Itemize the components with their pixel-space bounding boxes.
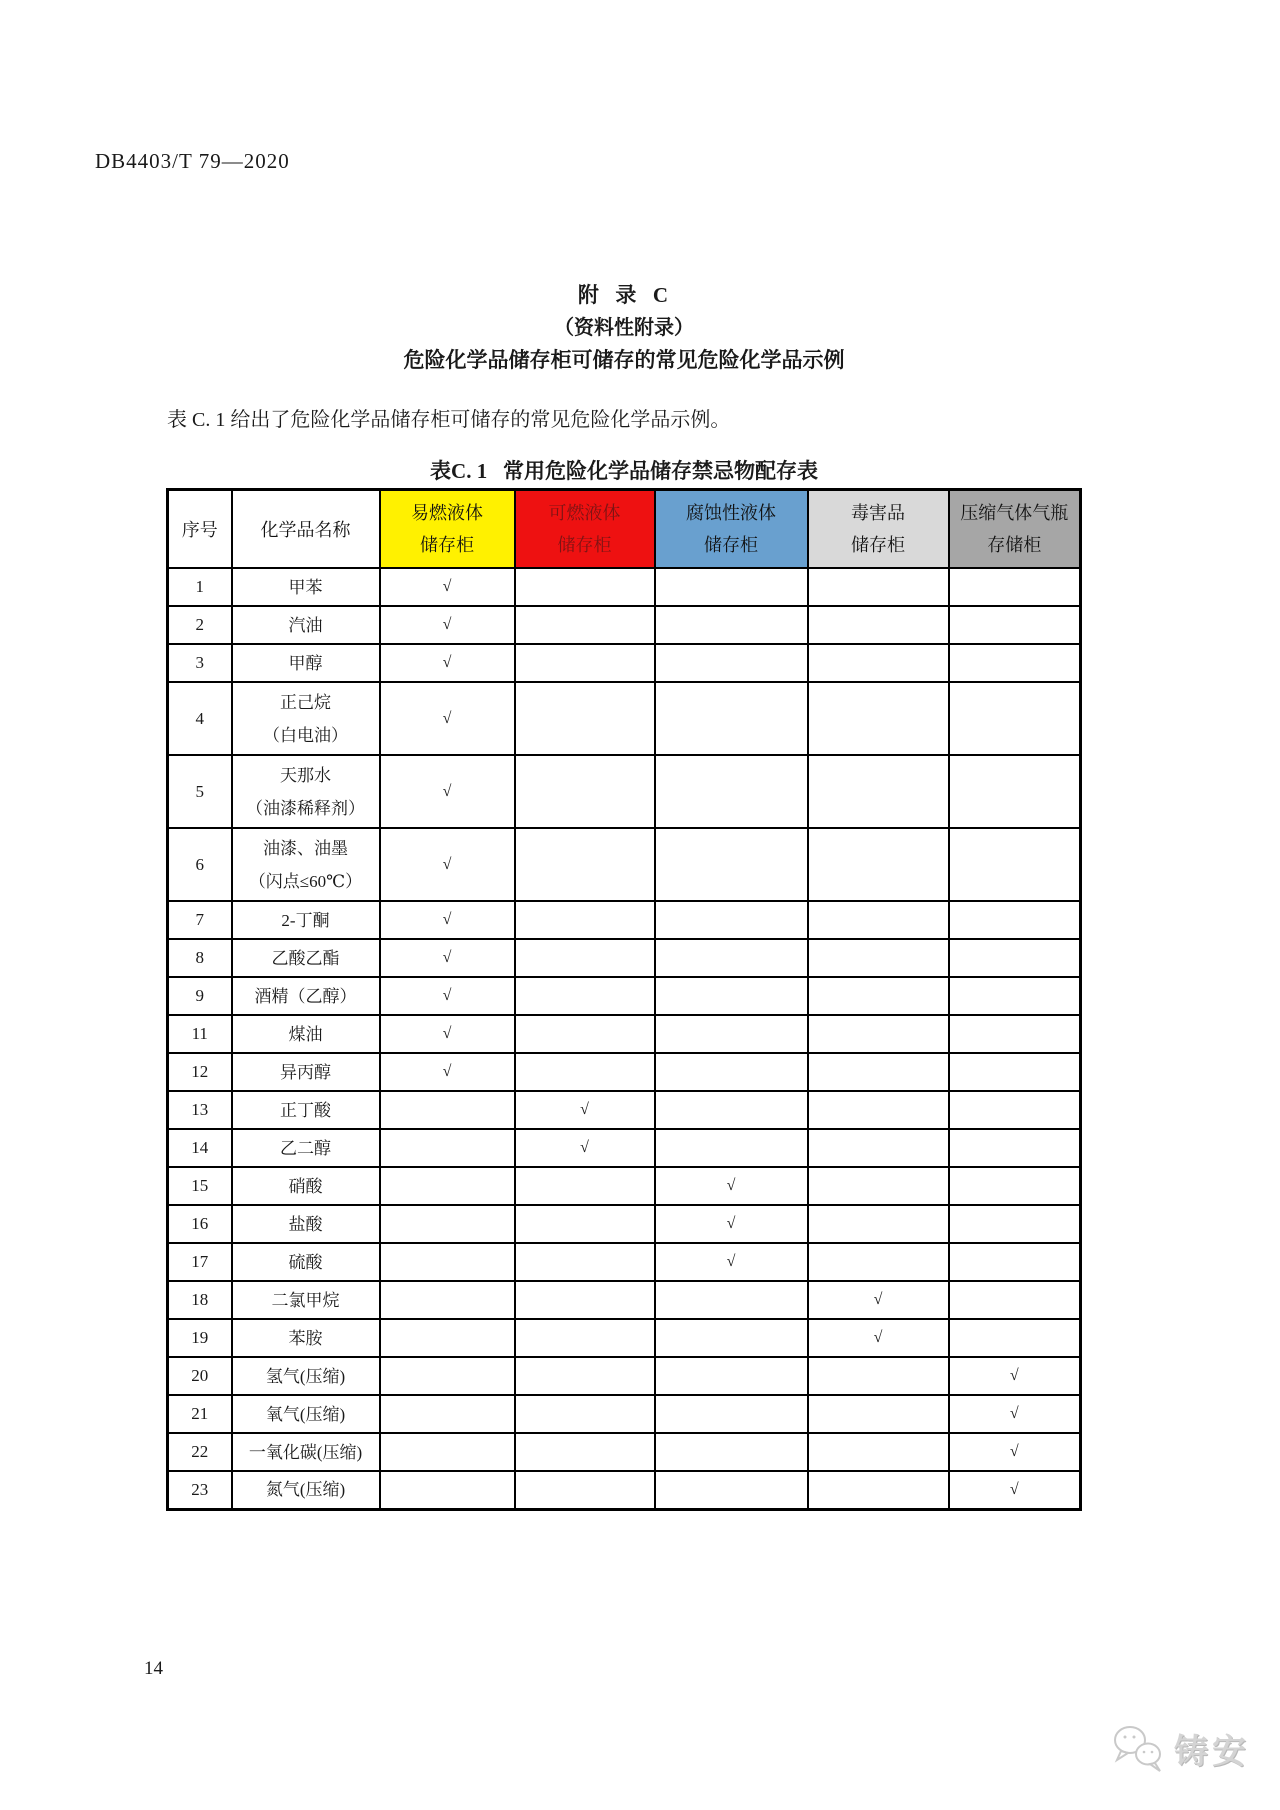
check-cell-corrosive <box>655 1357 808 1395</box>
check-cell-toxic <box>808 644 949 682</box>
col-header-label-line1: 毒害品 <box>851 503 905 523</box>
check-cell-flammable <box>380 1395 515 1433</box>
row-name-line2: （闪点≤60℃） <box>248 871 363 891</box>
check-cell-toxic <box>808 1129 949 1167</box>
row-name <box>232 568 380 606</box>
check-cell-flammable: √ <box>380 606 515 644</box>
check-cell-toxic <box>808 1205 949 1243</box>
row-name <box>232 901 380 939</box>
check-cell-combustible <box>515 901 655 939</box>
check-cell-compressed-gas <box>949 682 1081 755</box>
check-cell-toxic: √ <box>808 1281 949 1319</box>
row-no: 5 <box>168 755 232 828</box>
check-cell-compressed-gas <box>949 977 1081 1015</box>
check-cell-combustible <box>515 1319 655 1357</box>
table-row <box>168 1433 1081 1471</box>
check-cell-flammable: √ <box>380 1053 515 1091</box>
check-cell-compressed-gas <box>949 1129 1081 1167</box>
row-no: 17 <box>168 1243 232 1281</box>
table-row <box>168 644 1081 682</box>
check-cell-corrosive <box>655 1091 808 1129</box>
check-cell-combustible <box>515 1471 655 1509</box>
check-cell-combustible <box>515 606 655 644</box>
row-name <box>232 1395 380 1433</box>
check-cell-corrosive <box>655 1053 808 1091</box>
row-name-line1: 2-丁酮 <box>281 910 330 930</box>
table-row <box>168 1281 1081 1319</box>
table-row <box>168 606 1081 644</box>
page-number: 14 <box>144 1658 163 1679</box>
check-cell-toxic <box>808 1167 949 1205</box>
check-cell-flammable <box>380 1433 515 1471</box>
table-row <box>168 1471 1081 1509</box>
check-cell-toxic <box>808 1015 949 1053</box>
row-name <box>232 1319 380 1357</box>
col-header-toxic-cabinet <box>808 490 949 569</box>
check-cell-combustible <box>515 1053 655 1091</box>
table-row <box>168 977 1081 1015</box>
check-cell-corrosive <box>655 939 808 977</box>
row-name <box>232 1433 380 1471</box>
row-name-line1: 氮气(压缩) <box>265 1480 346 1500</box>
row-name-line1: 煤油 <box>288 1024 323 1044</box>
check-cell-compressed-gas <box>949 755 1081 828</box>
check-cell-combustible <box>515 568 655 606</box>
check-cell-compressed-gas <box>949 1281 1081 1319</box>
check-cell-toxic <box>808 901 949 939</box>
check-cell-flammable <box>380 1281 515 1319</box>
check-cell-corrosive <box>655 977 808 1015</box>
row-name-line1: 氢气(压缩) <box>265 1366 346 1386</box>
col-header-chemical-name <box>232 490 380 569</box>
check-cell-flammable <box>380 1129 515 1167</box>
table-row <box>168 828 1081 901</box>
check-cell-toxic <box>808 977 949 1015</box>
row-no: 8 <box>168 939 232 977</box>
intro-paragraph: 表 C. 1 给出了危险化学品储存柜可储存的常见危险化学品示例。 <box>167 409 731 431</box>
check-cell-flammable: √ <box>380 977 515 1015</box>
row-no: 14 <box>168 1129 232 1167</box>
row-name <box>232 1091 380 1129</box>
table-row <box>168 1091 1081 1129</box>
check-cell-combustible <box>515 1395 655 1433</box>
col-header-label-line2: 储存柜 <box>704 535 758 555</box>
row-name-line1: 异丙醇 <box>280 1062 331 1082</box>
col-header-label-line2: 储存柜 <box>420 535 474 555</box>
row-name <box>232 939 380 977</box>
row-name-line1: 天那水 <box>280 765 331 785</box>
check-cell-compressed-gas <box>949 1015 1081 1053</box>
check-cell-compressed-gas <box>949 939 1081 977</box>
check-cell-combustible: √ <box>515 1091 655 1129</box>
row-name-line1: 油漆、油墨 <box>263 838 348 858</box>
check-cell-combustible <box>515 939 655 977</box>
check-cell-corrosive <box>655 1015 808 1053</box>
check-cell-toxic <box>808 828 949 901</box>
table-row <box>168 901 1081 939</box>
table-row <box>168 1205 1081 1243</box>
doc-code: DB4403/T 79—2020 <box>95 149 290 173</box>
check-cell-compressed-gas <box>949 606 1081 644</box>
row-no: 2 <box>168 606 232 644</box>
row-name-line2: （白电油） <box>263 725 348 745</box>
check-cell-flammable <box>380 1243 515 1281</box>
row-name-line1: 正丁酸 <box>280 1100 331 1120</box>
check-cell-corrosive <box>655 568 808 606</box>
col-header-label-line1: 可燃液体 <box>548 503 621 523</box>
check-cell-compressed-gas <box>949 1319 1081 1357</box>
check-cell-corrosive: √ <box>655 1243 808 1281</box>
check-cell-flammable: √ <box>380 939 515 977</box>
check-cell-toxic <box>808 755 949 828</box>
col-header-label: 化学品名称 <box>260 520 351 540</box>
check-cell-compressed-gas <box>949 1243 1081 1281</box>
table-row <box>168 1015 1081 1053</box>
check-cell-flammable <box>380 1167 515 1205</box>
col-header-label-line2: 存储柜 <box>987 535 1042 555</box>
row-name-line1: 硝酸 <box>288 1176 323 1196</box>
check-cell-combustible: √ <box>515 1129 655 1167</box>
check-cell-combustible <box>515 828 655 901</box>
appendix-title: 附 录 C <box>577 283 671 307</box>
check-cell-corrosive <box>655 755 808 828</box>
col-header-label-line1: 易燃液体 <box>411 503 483 523</box>
check-cell-toxic <box>808 1357 949 1395</box>
row-name <box>232 1053 380 1091</box>
check-cell-corrosive <box>655 1433 808 1471</box>
check-cell-toxic <box>808 606 949 644</box>
row-name <box>232 1129 380 1167</box>
table-row <box>168 1053 1081 1091</box>
table-header-row <box>168 490 1081 569</box>
check-cell-corrosive <box>655 1281 808 1319</box>
watermark-text: 铸安 <box>1174 1732 1250 1771</box>
check-cell-flammable: √ <box>380 682 515 755</box>
col-header-label-line2: 储存柜 <box>851 535 905 555</box>
table-row <box>168 1319 1081 1357</box>
check-cell-flammable <box>380 1205 515 1243</box>
check-cell-corrosive <box>655 828 808 901</box>
row-no: 1 <box>168 568 232 606</box>
check-cell-toxic <box>808 568 949 606</box>
check-cell-flammable <box>380 1091 515 1129</box>
row-name-line1: 氧气(压缩) <box>265 1404 346 1424</box>
check-cell-combustible <box>515 1357 655 1395</box>
row-name-line1: 乙酸乙酯 <box>271 948 340 968</box>
check-cell-compressed-gas <box>949 1053 1081 1091</box>
row-name-line1: 正己烷 <box>280 692 331 712</box>
table-row <box>168 939 1081 977</box>
col-header-label: 序号 <box>181 520 218 540</box>
row-no: 3 <box>168 644 232 682</box>
check-cell-corrosive <box>655 644 808 682</box>
check-cell-flammable: √ <box>380 828 515 901</box>
check-cell-combustible <box>515 977 655 1015</box>
row-no: 23 <box>168 1471 232 1509</box>
row-name-line1: 盐酸 <box>288 1214 323 1234</box>
check-cell-corrosive: √ <box>655 1205 808 1243</box>
table-row <box>168 568 1081 606</box>
row-name <box>232 1167 380 1205</box>
row-name <box>232 1357 380 1395</box>
row-no: 4 <box>168 682 232 755</box>
row-no: 19 <box>168 1319 232 1357</box>
check-cell-combustible <box>515 1167 655 1205</box>
check-cell-compressed-gas: √ <box>949 1471 1081 1509</box>
check-cell-combustible <box>515 682 655 755</box>
row-name <box>232 682 380 755</box>
row-name <box>232 828 380 901</box>
row-no: 13 <box>168 1091 232 1129</box>
check-cell-corrosive <box>655 606 808 644</box>
table-row <box>168 1357 1081 1395</box>
row-name-line1: 乙二醇 <box>280 1138 331 1158</box>
check-cell-combustible <box>515 1015 655 1053</box>
check-cell-corrosive <box>655 901 808 939</box>
check-cell-combustible <box>515 1243 655 1281</box>
check-cell-toxic <box>808 1243 949 1281</box>
check-cell-compressed-gas <box>949 644 1081 682</box>
row-name-line2: （油漆稀释剂） <box>246 798 365 818</box>
row-name-line1: 二氯甲烷 <box>271 1290 340 1310</box>
check-cell-flammable: √ <box>380 568 515 606</box>
check-cell-flammable <box>380 1319 515 1357</box>
table-row <box>168 1129 1081 1167</box>
check-cell-compressed-gas <box>949 1205 1081 1243</box>
row-no: 22 <box>168 1433 232 1471</box>
row-name-line1: 硫酸 <box>288 1252 323 1272</box>
col-header-label-line1: 腐蚀性液体 <box>686 503 776 523</box>
check-cell-flammable: √ <box>380 755 515 828</box>
check-cell-flammable: √ <box>380 1015 515 1053</box>
row-no: 12 <box>168 1053 232 1091</box>
row-name <box>232 606 380 644</box>
check-cell-corrosive <box>655 1471 808 1509</box>
row-name <box>232 755 380 828</box>
check-cell-flammable: √ <box>380 901 515 939</box>
row-name <box>232 1243 380 1281</box>
table-row <box>168 682 1081 755</box>
storage-compatibility-table <box>166 488 1082 1511</box>
col-header-flammable-liquid-cabinet <box>380 490 515 569</box>
row-name <box>232 644 380 682</box>
wechat-bubbles-icon <box>1108 1722 1166 1774</box>
col-header-label-line2: 储存柜 <box>557 535 612 555</box>
row-no: 7 <box>168 901 232 939</box>
row-no: 21 <box>168 1395 232 1433</box>
check-cell-toxic <box>808 1471 949 1509</box>
check-cell-compressed-gas: √ <box>949 1433 1081 1471</box>
col-header-seq <box>168 490 232 569</box>
table-row <box>168 1395 1081 1433</box>
check-cell-compressed-gas: √ <box>949 1395 1081 1433</box>
appendix-subtitle: （资料性附录） <box>554 317 694 339</box>
table-row <box>168 755 1081 828</box>
row-name-line1: 甲醇 <box>288 653 323 673</box>
check-cell-compressed-gas <box>949 901 1081 939</box>
check-cell-toxic <box>808 1395 949 1433</box>
check-cell-combustible <box>515 1281 655 1319</box>
row-no: 16 <box>168 1205 232 1243</box>
col-header-compressed-gas-cylinder-cabinet <box>949 490 1081 569</box>
appendix-heading: 危险化学品储存柜可储存的常见危险化学品示例 <box>403 348 845 372</box>
watermark <box>1108 1722 1250 1774</box>
check-cell-compressed-gas <box>949 1167 1081 1205</box>
row-name <box>232 1015 380 1053</box>
check-cell-compressed-gas <box>949 828 1081 901</box>
row-name-line1: 汽油 <box>288 615 323 635</box>
col-header-corrosive-liquid-cabinet <box>655 490 808 569</box>
check-cell-toxic <box>808 682 949 755</box>
check-cell-toxic <box>808 1091 949 1129</box>
row-name-line1: 甲苯 <box>288 577 323 597</box>
row-no: 9 <box>168 977 232 1015</box>
row-no: 11 <box>168 1015 232 1053</box>
check-cell-corrosive <box>655 1319 808 1357</box>
check-cell-corrosive <box>655 1395 808 1433</box>
row-no: 6 <box>168 828 232 901</box>
row-no: 20 <box>168 1357 232 1395</box>
row-name-line1: 一氧化碳(压缩) <box>248 1442 363 1462</box>
check-cell-compressed-gas <box>949 1091 1081 1129</box>
check-cell-toxic <box>808 939 949 977</box>
check-cell-flammable: √ <box>380 644 515 682</box>
check-cell-corrosive: √ <box>655 1167 808 1205</box>
check-cell-toxic <box>808 1053 949 1091</box>
check-cell-compressed-gas: √ <box>949 1357 1081 1395</box>
check-cell-corrosive <box>655 682 808 755</box>
row-no: 15 <box>168 1167 232 1205</box>
row-name <box>232 977 380 1015</box>
check-cell-flammable <box>380 1357 515 1395</box>
table-body <box>168 568 1081 1509</box>
row-name-line1: 苯胺 <box>288 1328 323 1348</box>
row-name <box>232 1471 380 1509</box>
table-row <box>168 1243 1081 1281</box>
check-cell-flammable <box>380 1471 515 1509</box>
table-caption: 表C. 1 常用危险化学品储存禁忌物配存表 <box>430 459 818 483</box>
check-cell-combustible <box>515 1205 655 1243</box>
check-cell-toxic <box>808 1433 949 1471</box>
row-name <box>232 1205 380 1243</box>
col-header-label-line1: 压缩气体气瓶 <box>960 503 1069 523</box>
row-name <box>232 1281 380 1319</box>
check-cell-toxic: √ <box>808 1319 949 1357</box>
check-cell-combustible <box>515 755 655 828</box>
row-name-line1: 酒精（乙醇） <box>254 986 357 1006</box>
check-cell-compressed-gas <box>949 568 1081 606</box>
check-cell-combustible <box>515 644 655 682</box>
table-row <box>168 1167 1081 1205</box>
check-cell-corrosive <box>655 1129 808 1167</box>
col-header-combustible-liquid-cabinet <box>515 490 655 569</box>
check-cell-combustible <box>515 1433 655 1471</box>
row-no: 18 <box>168 1281 232 1319</box>
